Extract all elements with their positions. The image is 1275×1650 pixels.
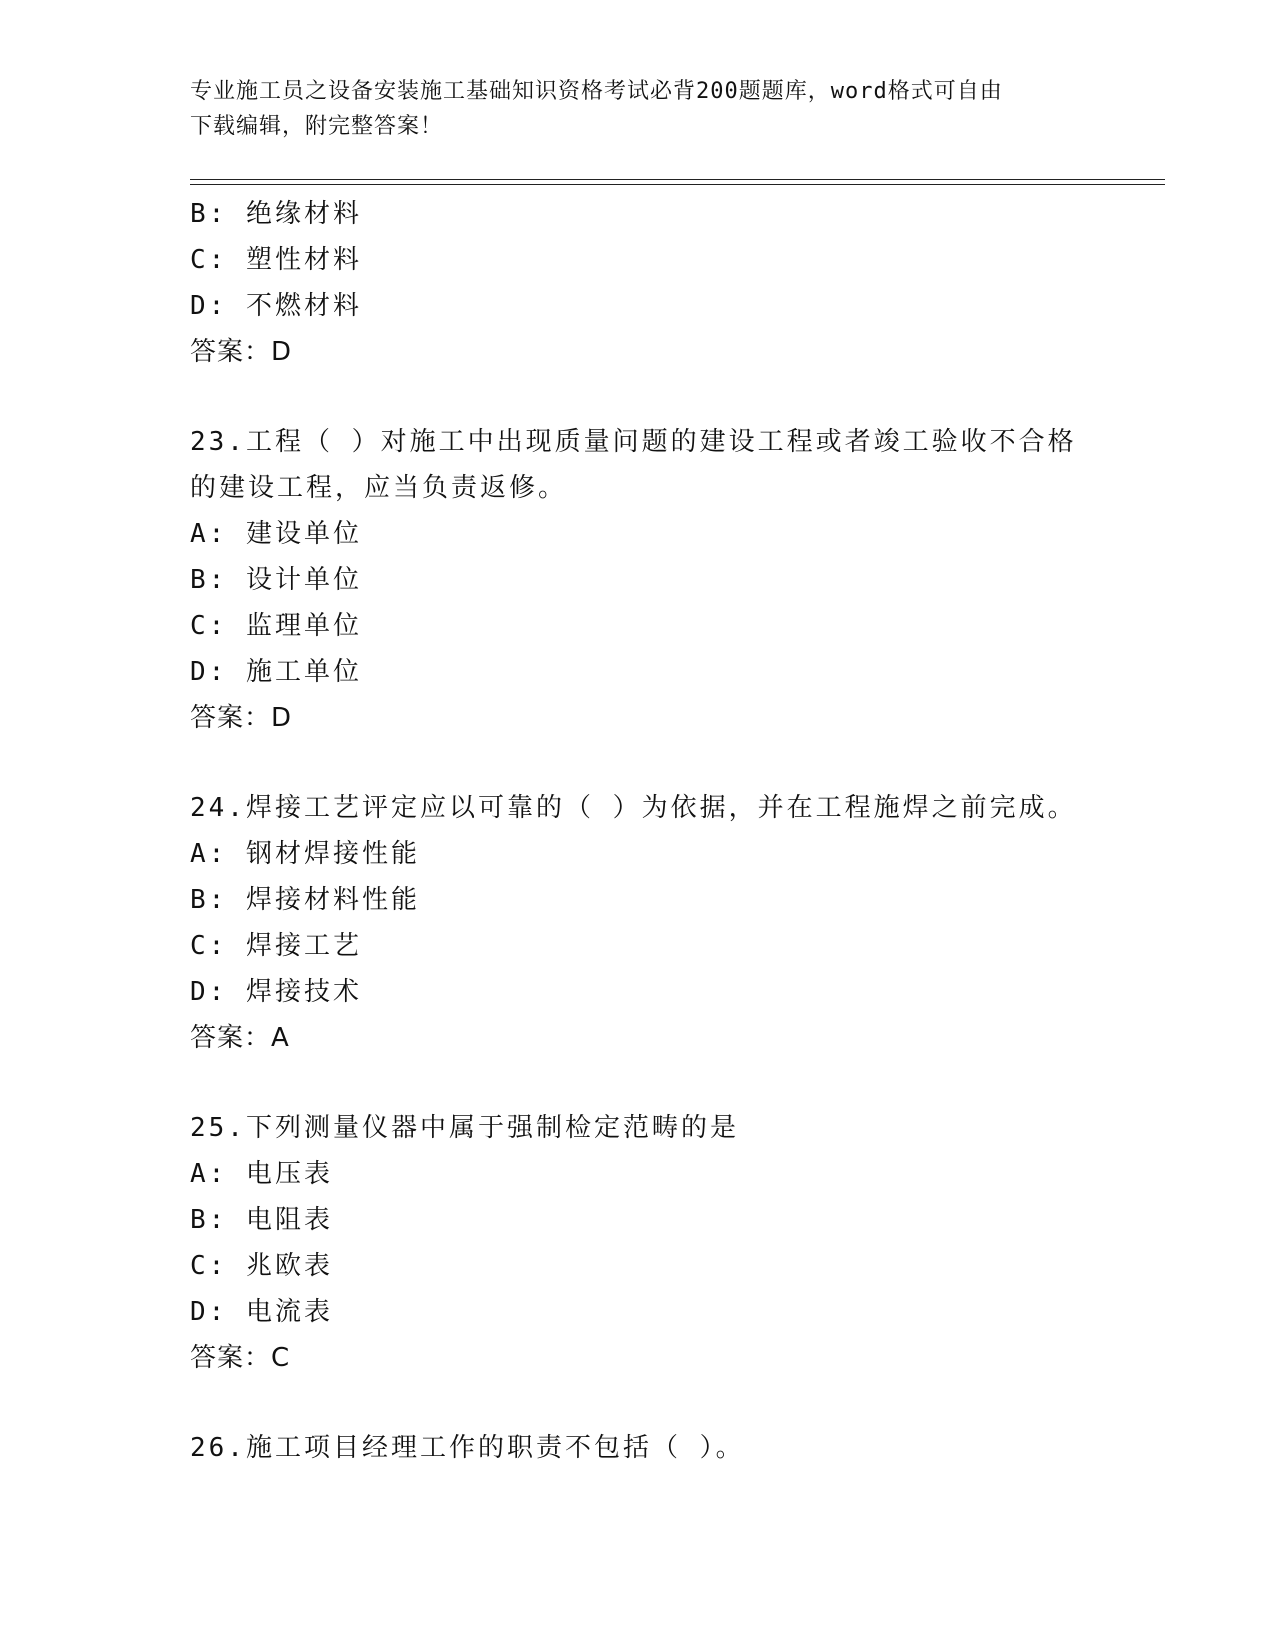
question-22-continuation (190, 191, 1090, 375)
header-divider-top (190, 179, 1165, 180)
question-text: 24.焊接工艺评定应以可靠的（ ）为依据，并在工程施焊之前完成。 (190, 793, 1077, 823)
answer: 答案：D (190, 337, 293, 367)
question-24 (190, 785, 1090, 1061)
question-25 (190, 1105, 1090, 1381)
option-c: C: 塑性材料 (190, 245, 362, 275)
option-b: B: 焊接材料性能 (190, 885, 420, 915)
option-a: A: 钢材焊接性能 (190, 839, 420, 869)
question-23 (190, 419, 1090, 741)
option-d: D: 焊接技术 (190, 977, 362, 1007)
option-a: A: 建设单位 (190, 519, 362, 549)
answer: 答案：A (190, 1023, 290, 1053)
answer: 答案：C (190, 1343, 291, 1373)
option-c: C: 监理单位 (190, 611, 362, 641)
question-26 (190, 1425, 1090, 1471)
question-text-line-1: 23.工程（ ）对施工中出现质量问题的建设工程或者竣工验收不合格 (190, 427, 1077, 457)
question-text-line-2: 的建设工程，应当负责返修。 (190, 473, 568, 503)
document-header (190, 74, 1090, 144)
option-c: C: 兆欧表 (190, 1251, 333, 1281)
header-line-1: 专业施工员之设备安装施工基础知识资格考试必背200题题库，word格式可自由 (190, 79, 1003, 104)
option-b: B: 电阻表 (190, 1205, 333, 1235)
option-a: A: 电压表 (190, 1159, 333, 1189)
question-text: 26.施工项目经理工作的职责不包括（ ）。 (190, 1433, 745, 1463)
option-d: D: 施工单位 (190, 657, 362, 687)
header-divider-bottom (190, 184, 1165, 185)
question-list (190, 191, 1090, 1471)
option-b: B: 设计单位 (190, 565, 362, 595)
option-c: C: 焊接工艺 (190, 931, 362, 961)
answer: 答案：D (190, 703, 293, 733)
option-b: B: 绝缘材料 (190, 199, 362, 229)
question-text: 25.下列测量仪器中属于强制检定范畴的是 (190, 1113, 739, 1143)
header-line-2: 下载编辑，附完整答案！ (190, 114, 444, 139)
option-d: D: 电流表 (190, 1297, 333, 1327)
option-d: D: 不燃材料 (190, 291, 362, 321)
